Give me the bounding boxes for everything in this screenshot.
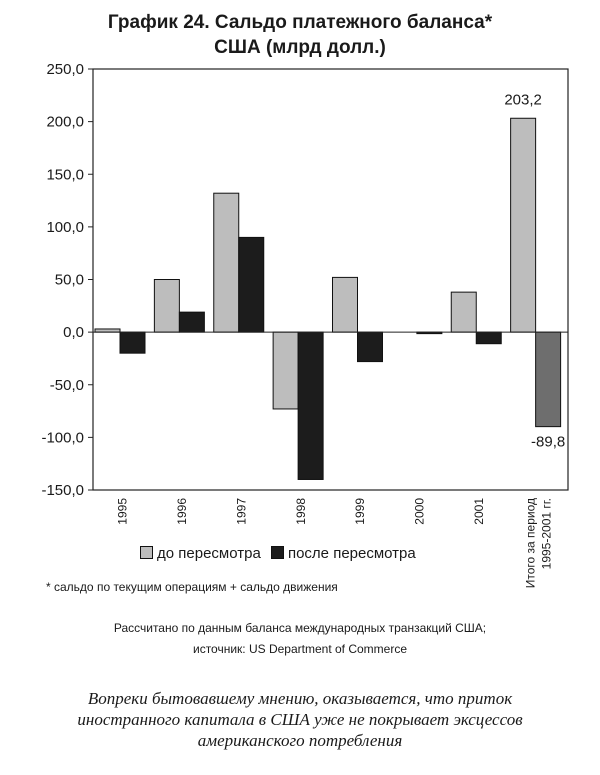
legend-swatch-before (140, 546, 153, 559)
x-tick-label: 1999 (353, 498, 368, 525)
legend-swatch-after (271, 546, 284, 559)
bar-before-revision (273, 332, 298, 409)
bar-after-revision (298, 332, 323, 479)
y-tick-label: 50,0 (54, 271, 84, 289)
legend-label-after: после пересмотра (287, 545, 416, 562)
caption-line-2: иностранного капитала в США уже не покрывает эксцессов (77, 710, 523, 729)
x-tick-label: 1998 (293, 498, 308, 525)
y-tick-label: 250,0 (46, 61, 84, 78)
data-label: 203,2 (504, 91, 542, 109)
y-tick-label: -100,0 (41, 429, 84, 447)
source-note (0, 618, 600, 660)
bar-after-revision (239, 237, 264, 332)
caption-line-1: Вопреки бытовавшему мнению, оказывается, что приток (87, 689, 513, 708)
legend-item-before (140, 545, 261, 562)
y-tick-label: 0,0 (63, 324, 84, 342)
caption (0, 688, 600, 751)
y-tick-label: -50,0 (49, 376, 84, 394)
bar-after-revision (536, 332, 561, 427)
x-tick-label: 2001 (471, 498, 486, 525)
x-tick-label: 1997 (234, 498, 249, 525)
x-tick-label: Итого за период (523, 498, 538, 589)
legend-label-before: до пересмотра (157, 545, 261, 562)
x-tick-label: 1995 (115, 498, 130, 525)
y-tick-label: 150,0 (46, 166, 84, 184)
chart-title-line-2: США (млрд долл.) (214, 37, 386, 58)
bar-before-revision (214, 193, 239, 332)
x-tick-label: 1996 (175, 498, 190, 525)
bar-after-revision (476, 332, 501, 344)
legend (140, 545, 422, 562)
y-tick-label: -150,0 (41, 482, 84, 499)
bar-before-revision (511, 118, 536, 332)
bar-after-revision (358, 332, 383, 361)
x-tick-label: 1995-2001 гг. (539, 498, 554, 570)
bar-before-revision (451, 292, 476, 332)
source-line-2: источник: US Department of Commerce (192, 642, 408, 656)
caption-line-3: американского потребления (197, 731, 403, 750)
bar-after-revision (179, 312, 204, 332)
y-tick-label: 200,0 (46, 113, 84, 131)
y-tick-label: 100,0 (46, 218, 84, 236)
x-tick-label: 2000 (412, 498, 427, 525)
data-label: -89,8 (531, 433, 566, 451)
footnote: * сальдо по текущим операциям + сальдо движения (46, 580, 338, 594)
bars-group (95, 118, 561, 479)
source-line-1: Рассчитано по данным баланса международных транзакций США; (113, 621, 487, 635)
x-axis (116, 498, 554, 589)
bar-after-revision (120, 332, 145, 353)
bar-before-revision (154, 280, 179, 333)
chart-title-line-1: График 24. Сальдо платежного баланса* (107, 12, 493, 33)
bar-before-revision (333, 277, 358, 332)
legend-item-after (271, 545, 416, 562)
